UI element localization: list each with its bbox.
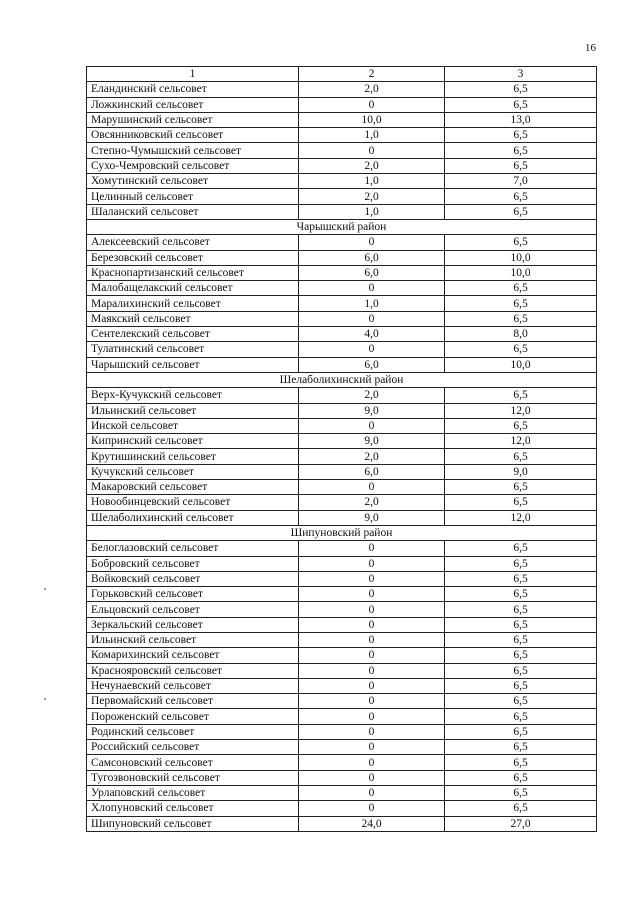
table-row	[87, 571, 597, 586]
value-col2-cell: 0	[299, 541, 445, 556]
section-title: Шелаболихинский район	[87, 372, 597, 387]
table-row	[87, 755, 597, 770]
settlement-name-cell: Инской сельсовет	[87, 418, 299, 433]
value-col3-cell: 6,5	[445, 388, 597, 403]
settlement-name-cell: Комарихинский сельсовет	[87, 648, 299, 663]
value-col3-cell: 12,0	[445, 403, 597, 418]
value-col2-cell: 0	[299, 143, 445, 158]
value-col3-cell: 12,0	[445, 434, 597, 449]
settlement-name-cell: Маралихинский сельсовет	[87, 296, 299, 311]
value-col2-cell: 4,0	[299, 327, 445, 342]
value-col3-cell: 8,0	[445, 327, 597, 342]
table-row	[87, 709, 597, 724]
value-col2-cell: 0	[299, 648, 445, 663]
value-col2-cell: 0	[299, 740, 445, 755]
settlement-name-cell: Ильинский сельсовет	[87, 403, 299, 418]
value-col3-cell: 6,5	[445, 602, 597, 617]
value-col3-cell: 6,5	[445, 678, 597, 693]
settlement-name-cell: Тугозвоновский сельсовет	[87, 770, 299, 785]
settlement-name-cell: Краснояровский сельсовет	[87, 663, 299, 678]
settlement-name-cell: Ильинский сельсовет	[87, 632, 299, 647]
value-col2-cell: 0	[299, 571, 445, 586]
settlement-name-cell: Алексеевский сельсовет	[87, 235, 299, 250]
table-row	[87, 250, 597, 265]
settlement-name-cell: Верх-Кучукский сельсовет	[87, 388, 299, 403]
column-header-1: 1	[87, 67, 299, 82]
table-row	[87, 311, 597, 326]
value-col3-cell: 6,5	[445, 158, 597, 173]
table-row	[87, 128, 597, 143]
table-row	[87, 464, 597, 479]
settlement-name-cell: Белоглазовский сельсовет	[87, 541, 299, 556]
settlement-name-cell: Кипринский сельсовет	[87, 434, 299, 449]
table-row	[87, 189, 597, 204]
settlement-name-cell: Еландинский сельсовет	[87, 82, 299, 97]
value-col3-cell: 6,5	[445, 449, 597, 464]
value-col2-cell: 1,0	[299, 128, 445, 143]
value-col2-cell: 0	[299, 678, 445, 693]
table-row	[87, 556, 597, 571]
table-row	[87, 449, 597, 464]
table-row	[87, 296, 597, 311]
value-col3-cell: 6,5	[445, 311, 597, 326]
table-row	[87, 143, 597, 158]
table-row	[87, 724, 597, 739]
table-row	[87, 342, 597, 357]
settlement-name-cell: Бобровский сельсовет	[87, 556, 299, 571]
value-col3-cell: 10,0	[445, 357, 597, 372]
settlement-name-cell: Войковский сельсовет	[87, 571, 299, 586]
value-col2-cell: 1,0	[299, 204, 445, 219]
table-row	[87, 740, 597, 755]
value-col2-cell: 0	[299, 418, 445, 433]
value-col3-cell: 6,5	[445, 189, 597, 204]
value-col2-cell: 0	[299, 235, 445, 250]
table-row	[87, 785, 597, 800]
table-row	[87, 204, 597, 219]
settlement-name-cell: Шипуновский сельсовет	[87, 816, 299, 831]
settlement-name-cell: Макаровский сельсовет	[87, 480, 299, 495]
value-col2-cell: 9,0	[299, 510, 445, 525]
value-col3-cell: 6,5	[445, 82, 597, 97]
value-col3-cell: 6,5	[445, 480, 597, 495]
table-row	[87, 678, 597, 693]
scan-speck	[44, 698, 46, 700]
value-col2-cell: 0	[299, 694, 445, 709]
settlement-name-cell: Сухо-Чемровский сельсовет	[87, 158, 299, 173]
value-col3-cell: 6,5	[445, 342, 597, 357]
settlement-name-cell: Овсянниковский сельсовет	[87, 128, 299, 143]
table-row	[87, 235, 597, 250]
value-col3-cell: 6,5	[445, 663, 597, 678]
table-body	[87, 67, 597, 832]
value-col2-cell: 2,0	[299, 82, 445, 97]
table-row	[87, 617, 597, 632]
value-col3-cell: 7,0	[445, 174, 597, 189]
settlement-name-cell: Первомайский сельсовет	[87, 694, 299, 709]
value-col2-cell: 0	[299, 617, 445, 632]
value-col3-cell: 6,5	[445, 587, 597, 602]
value-col3-cell: 6,5	[445, 97, 597, 112]
value-col2-cell: 6,0	[299, 357, 445, 372]
value-col2-cell: 0	[299, 97, 445, 112]
table-row	[87, 648, 597, 663]
table-row	[87, 82, 597, 97]
value-col2-cell: 10,0	[299, 112, 445, 127]
column-header-3: 3	[445, 67, 597, 82]
value-col3-cell: 10,0	[445, 265, 597, 280]
settlement-name-cell: Шаланский сельсовет	[87, 204, 299, 219]
scan-speck	[44, 588, 46, 590]
value-col3-cell: 6,5	[445, 801, 597, 816]
settlement-name-cell: Сентелекский сельсовет	[87, 327, 299, 342]
value-col2-cell: 0	[299, 342, 445, 357]
settlement-name-cell: Ельцовский сельсовет	[87, 602, 299, 617]
table-row	[87, 480, 597, 495]
value-col2-cell: 24,0	[299, 816, 445, 831]
value-col3-cell: 6,5	[445, 495, 597, 510]
settlement-name-cell: Малобащелакский сельсовет	[87, 281, 299, 296]
value-col3-cell: 6,5	[445, 648, 597, 663]
value-col2-cell: 0	[299, 556, 445, 571]
settlement-name-cell: Маякский сельсовет	[87, 311, 299, 326]
table-header-row	[87, 67, 597, 82]
table-row	[87, 801, 597, 816]
value-col3-cell: 6,5	[445, 143, 597, 158]
value-col2-cell: 0	[299, 724, 445, 739]
settlement-name-cell: Тулатинский сельсовет	[87, 342, 299, 357]
value-col2-cell: 0	[299, 311, 445, 326]
settlement-name-cell: Хлопуновский сельсовет	[87, 801, 299, 816]
table-row	[87, 602, 597, 617]
value-col2-cell: 9,0	[299, 434, 445, 449]
value-col3-cell: 6,5	[445, 724, 597, 739]
value-col2-cell: 2,0	[299, 189, 445, 204]
section-header-row	[87, 525, 597, 540]
value-col3-cell: 6,5	[445, 418, 597, 433]
settlement-name-cell: Пороженский сельсовет	[87, 709, 299, 724]
settlement-name-cell: Новообинцевский сельсовет	[87, 495, 299, 510]
settlement-name-cell: Урлаповский сельсовет	[87, 785, 299, 800]
value-col2-cell: 0	[299, 587, 445, 602]
value-col3-cell: 6,5	[445, 571, 597, 586]
settlement-name-cell: Кучукский сельсовет	[87, 464, 299, 479]
settlement-name-cell: Российский сельсовет	[87, 740, 299, 755]
value-col2-cell: 0	[299, 785, 445, 800]
value-col3-cell: 6,5	[445, 740, 597, 755]
value-col2-cell: 0	[299, 281, 445, 296]
table-row	[87, 281, 597, 296]
value-col2-cell: 6,0	[299, 464, 445, 479]
value-col2-cell: 2,0	[299, 388, 445, 403]
settlement-name-cell: Горьковский сельсовет	[87, 587, 299, 602]
value-col2-cell: 9,0	[299, 403, 445, 418]
value-col3-cell: 6,5	[445, 617, 597, 632]
value-col3-cell: 6,5	[445, 755, 597, 770]
section-title: Чарышский район	[87, 219, 597, 234]
value-col3-cell: 6,5	[445, 541, 597, 556]
value-col2-cell: 6,0	[299, 265, 445, 280]
value-col2-cell: 0	[299, 801, 445, 816]
column-header-2: 2	[299, 67, 445, 82]
settlement-name-cell: Хомутинский сельсовет	[87, 174, 299, 189]
settlement-name-cell: Целинный сельсовет	[87, 189, 299, 204]
table-row	[87, 418, 597, 433]
table-row	[87, 587, 597, 602]
value-col3-cell: 6,5	[445, 556, 597, 571]
value-col2-cell: 0	[299, 602, 445, 617]
table-row	[87, 265, 597, 280]
value-col3-cell: 6,5	[445, 204, 597, 219]
section-title: Шипуновский район	[87, 525, 597, 540]
table-row	[87, 158, 597, 173]
value-col2-cell: 1,0	[299, 174, 445, 189]
table-row	[87, 816, 597, 831]
value-col3-cell: 6,5	[445, 128, 597, 143]
value-col2-cell: 0	[299, 663, 445, 678]
settlement-name-cell: Зеркальский сельсовет	[87, 617, 299, 632]
settlement-name-cell: Самсоновский сельсовет	[87, 755, 299, 770]
settlement-name-cell: Березовский сельсовет	[87, 250, 299, 265]
settlement-name-cell: Ложкинский сельсовет	[87, 97, 299, 112]
settlement-name-cell: Степно-Чумышский сельсовет	[87, 143, 299, 158]
table-row	[87, 632, 597, 647]
value-col2-cell: 0	[299, 632, 445, 647]
table-row	[87, 663, 597, 678]
table-row	[87, 694, 597, 709]
value-col3-cell: 6,5	[445, 296, 597, 311]
settlement-name-cell: Шелаболихинский сельсовет	[87, 510, 299, 525]
table-row	[87, 403, 597, 418]
value-col3-cell: 6,5	[445, 694, 597, 709]
settlement-name-cell: Краснопартизанский сельсовет	[87, 265, 299, 280]
page-number: 16	[585, 42, 596, 54]
table-row	[87, 112, 597, 127]
table-row	[87, 495, 597, 510]
table-row	[87, 174, 597, 189]
settlement-name-cell: Крутишинский сельсовет	[87, 449, 299, 464]
settlement-name-cell: Чарышский сельсовет	[87, 357, 299, 372]
value-col3-cell: 13,0	[445, 112, 597, 127]
value-col3-cell: 6,5	[445, 709, 597, 724]
settlement-name-cell: Нечунаевский сельсовет	[87, 678, 299, 693]
value-col2-cell: 0	[299, 709, 445, 724]
table-row	[87, 541, 597, 556]
value-col2-cell: 2,0	[299, 158, 445, 173]
value-col3-cell: 27,0	[445, 816, 597, 831]
value-col2-cell: 0	[299, 755, 445, 770]
settlement-name-cell: Родинский сельсовет	[87, 724, 299, 739]
value-col3-cell: 6,5	[445, 235, 597, 250]
value-col3-cell: 9,0	[445, 464, 597, 479]
value-col2-cell: 6,0	[299, 250, 445, 265]
value-col3-cell: 6,5	[445, 281, 597, 296]
table-row	[87, 327, 597, 342]
value-col3-cell: 12,0	[445, 510, 597, 525]
value-col3-cell: 10,0	[445, 250, 597, 265]
settlement-name-cell: Марушинский сельсовет	[87, 112, 299, 127]
table-row	[87, 434, 597, 449]
section-header-row	[87, 219, 597, 234]
value-col2-cell: 2,0	[299, 449, 445, 464]
value-col2-cell: 2,0	[299, 495, 445, 510]
table-row	[87, 357, 597, 372]
table-row	[87, 510, 597, 525]
value-col3-cell: 6,5	[445, 770, 597, 785]
table-row	[87, 388, 597, 403]
data-table	[86, 66, 597, 832]
value-col2-cell: 0	[299, 770, 445, 785]
table-row	[87, 770, 597, 785]
table-row	[87, 97, 597, 112]
value-col2-cell: 1,0	[299, 296, 445, 311]
value-col3-cell: 6,5	[445, 785, 597, 800]
section-header-row	[87, 372, 597, 387]
value-col2-cell: 0	[299, 480, 445, 495]
value-col3-cell: 6,5	[445, 632, 597, 647]
